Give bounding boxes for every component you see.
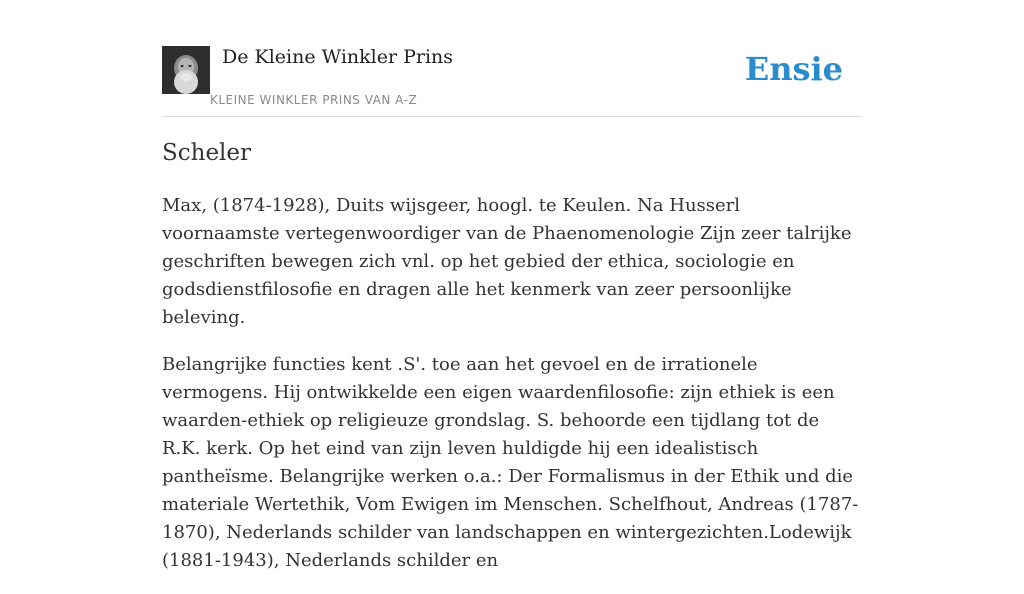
source-title-link[interactable]: De Kleine Winkler Prins: [222, 46, 454, 68]
entry-content: [162, 192, 862, 594]
site-header: [162, 46, 862, 117]
entry-paragraph: Max, (1874-1928), Duits wijsgeer, hoogl. te Keulen. Na Husserl voornaamste vertegenwoordiger van de Phaenomenologie Zijn zeer talrijke geschriften bewegen zich vnl. op het gebied der ethica, sociologie en godsdienstfilosofie en dragen alle het kenmerk van zeer persoonlijke beleving.: [162, 195, 852, 328]
entry-title: Scheler: [162, 140, 252, 166]
source-subtitle: KLEINE WINKLER PRINS VAN A-Z: [210, 93, 418, 107]
source-avatar[interactable]: [162, 46, 210, 94]
entry-paragraph: Belangrijke functies kent .S'. toe aan het gevoel en de irrationele vermogens. Hij ontwikkelde een eigen waardenfilosofie: zijn ethiek is een waarden-ethiek op religieuze grondslag. S. behoorde een tijdlang tot de R.K. kerk. Op het eind van zijn leven huldigde hij een idealistisch pantheïsme. Belangrijke werken o.a.: Der Formalismus in der Ethik und die materiale Wertethik, Vom Ewigen im Menschen. Schelfhout, Andreas (1787-1870), Nederlands schilder van landschappen en wintergezichten.Lodewijk (1881-1943), Nederlands schilder en: [162, 354, 859, 571]
brand-logo[interactable]: Ensie: [744, 50, 843, 88]
